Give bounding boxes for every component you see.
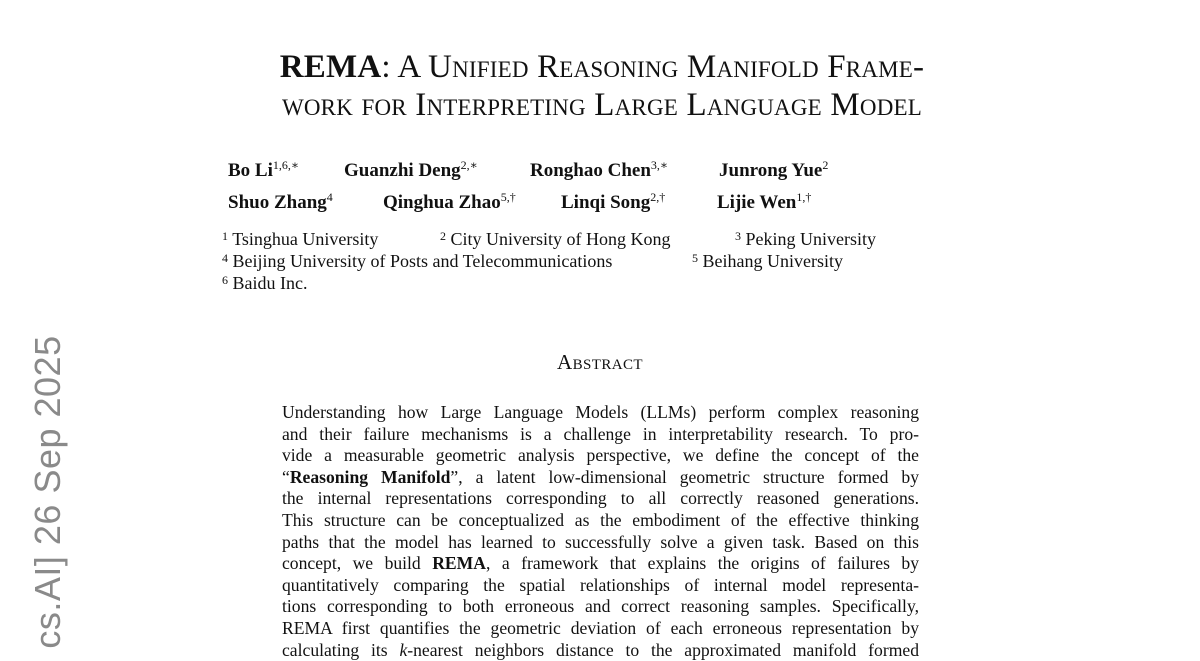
affiliation: $^5$ Beihang University (692, 251, 843, 271)
abstract-line: calculating its k-nearest neighbors distance to the approximated manifold formed (282, 639, 919, 660)
author: Lijie Wen$^{1,\dagger}$ (717, 190, 812, 213)
abstract-line: vide a measurable geometric analysis perspective, we define the concept of the (282, 445, 919, 466)
author: Shuo Zhang$^4$ (228, 190, 333, 213)
author-row-2 (228, 192, 988, 224)
affiliation: $^1$ Tsinghua University (222, 229, 379, 249)
author: Qinghua Zhao$^{5,\dagger}$ (383, 190, 516, 213)
abstract-line: quantitatively comparing the spatial relationships of internal model representa- (282, 574, 919, 595)
abstract-body (282, 402, 920, 660)
affiliation-row-1 (222, 228, 982, 250)
affiliation: $^6$ Baidu Inc. (222, 273, 308, 293)
author: Guanzhi Deng$^{2,∗}$ (344, 158, 478, 181)
abstract-line: tions corresponding to both erroneous and correct reasoning samples. Specifically, (282, 596, 919, 617)
author: Linqi Song$^{2,\dagger}$ (561, 190, 666, 213)
title-name: REMA (279, 49, 382, 85)
abstract-line: paths that the model has learned to successfully solve a given task. Based on this (282, 531, 919, 552)
affiliation: $^3$ Peking University (735, 229, 876, 249)
author: Junrong Yue$^2$ (719, 158, 829, 181)
abstract-line: REMA first quantifies the geometric deviation of each erroneous representation by (282, 617, 919, 638)
title-line-2: work for Interpreting Large Language Model (281, 87, 923, 123)
affiliation: $^4$ Beijing University of Posts and Telecommunications (222, 251, 613, 271)
arxiv-side-stamp: cs.AI] 26 Sep 2025 (27, 335, 68, 649)
abstract-line: This structure can be conceptualized as the embodiment of the effective thinking (282, 509, 919, 530)
author-row-1 (228, 160, 988, 192)
author-list (228, 160, 988, 224)
abstract-line: and their failure mechanisms is a challenge in interpretability research. To pro- (282, 423, 919, 444)
author: Ronghao Chen$^{3,∗}$ (530, 158, 669, 181)
abstract-line: the internal representations corresponding to all correctly reasoned generations. (282, 488, 919, 509)
affiliation-list (222, 228, 982, 294)
abstract-heading: Abstract (557, 350, 643, 374)
abstract-line: “Reasoning Manifold”, a latent low-dimensional geometric structure formed by (282, 466, 919, 487)
author: Bo $Li^{1,6,∗}$ (228, 158, 300, 181)
affiliation-row-3 (222, 272, 982, 294)
abstract-line: concept, we build REMA, a framework that explains the origins of failures by (282, 553, 920, 574)
title-line-1-rest: : A Unified Reasoning Manifold Frame- (381, 49, 925, 85)
abstract-line: Understanding how Large Language Models (LLMs) perform complex reasoning (282, 402, 919, 422)
affiliation-row-2 (222, 250, 982, 272)
affiliation: $^2$ City University of Hong Kong (440, 229, 671, 249)
title-line-1 (212, 48, 992, 86)
